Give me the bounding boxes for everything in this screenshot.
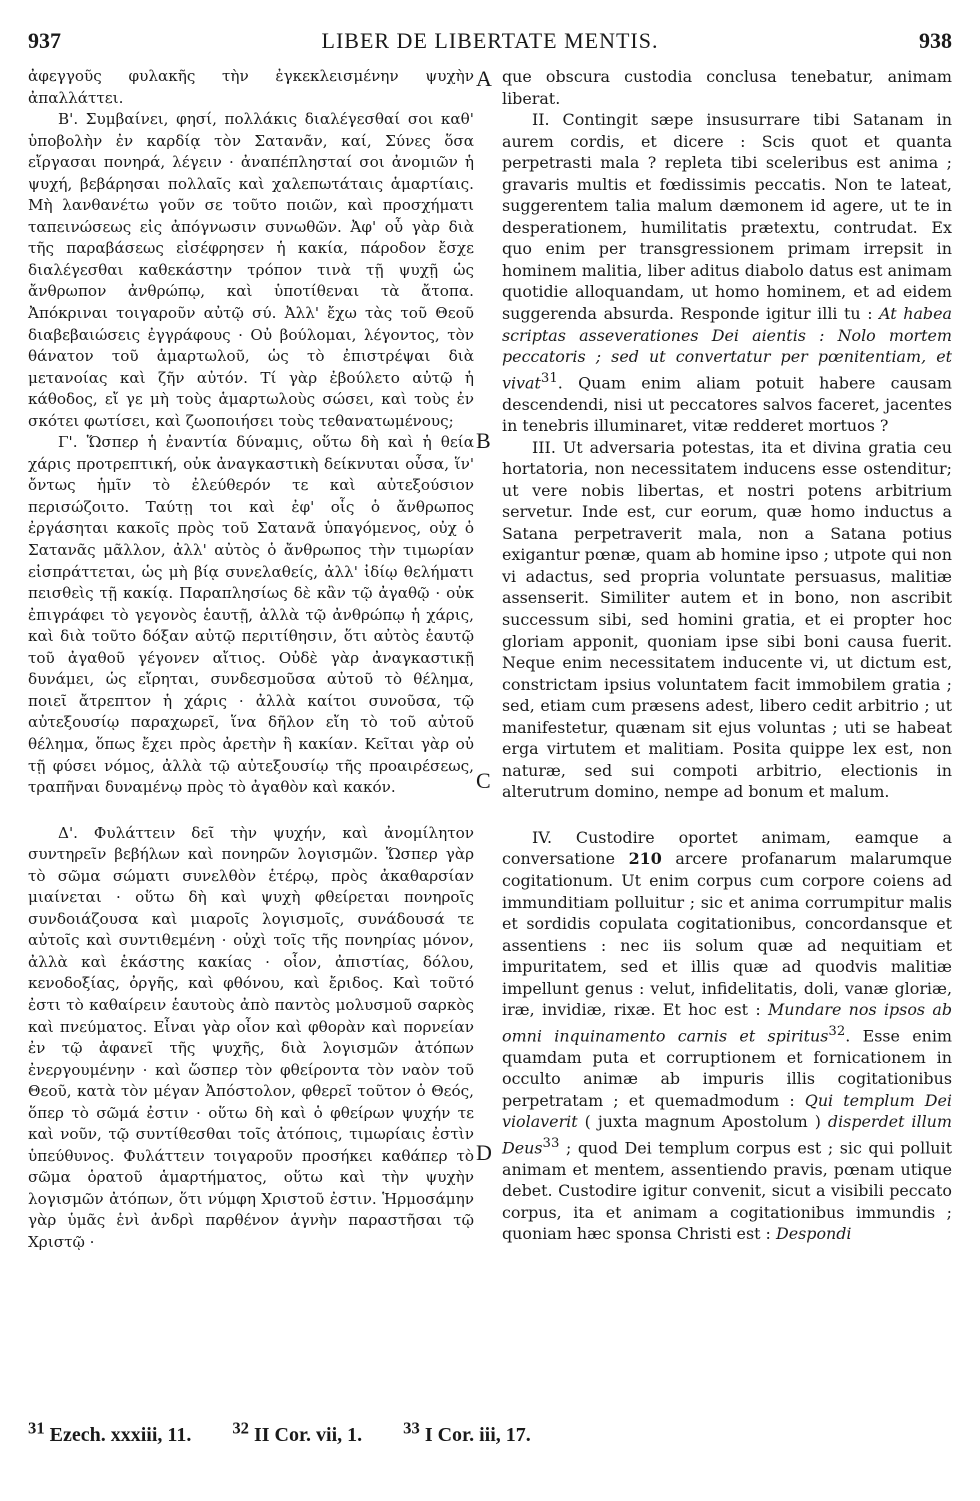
page-title: LIBER DE LIBERTATE MENTIS.: [321, 28, 659, 53]
latin-text: ; quod Dei templum corpus est ; sic qui polluit animam et mentem, assentiendo pravis, pœnam utique debet. Custodire igitur convenit, sicut a visibili peccato corpus, ita et animam a cogitationibus immundis ; quoniam hæc sponsa Christi est :: [502, 1138, 952, 1244]
latin-paragraph: que obscura custodia conclusa tenebatur, animam liberat.: [502, 67, 952, 108]
latin-paragraph: [502, 109, 952, 437]
margin-marker-b: B: [476, 428, 491, 453]
greek-paragraph: Δ'. Φυλάττειν δεῖ τὴν ψυχήν, καὶ ἀνομίλητον συντηρεῖν βεβήλων καὶ πονηρῶν λογισμῶν. Ὥσπερ γὰρ τὸ σῶμα σώματι συνελθὸν ἑτέρῳ, πρὸς ἀκαθαρσίαν μιαίνεται · οὕτω δὴ καὶ ψυχὴ φθείρεται πονηροῖς συνδοιάζουσα καὶ μιαροῖς λογισμοῖς, συνάδουσά τε αὐτοῖς καὶ συντιθεμένη · οὐχὶ τοῖς τῆς πονηρίας μόνον, ἀλλὰ καὶ ἑκάστης κακίας · οἷον, ἀπιστίας, δόλου, κενοδοξίας, ὀργῆς, καὶ φθόνου, καὶ ἔριδος. Καὶ τοῦτό ἐστι τὸ καθαίρειν ἑαυτοὺς ἀπὸ παντὸς μολυσμοῦ σαρκὸς καὶ πνεύματος. Εἶναι γὰρ οἶον καὶ φθορὰν καὶ πορνείαν ἐν τῷ ἀφανεῖ τῆς ψυχῆς, διὰ λογισμῶν ἀτόπων ἐνεργουμένην · καὶ ὥσπερ τὸν φθείροντα τὸν ναὸν τοῦ Θεοῦ, κατὰ τὸν μέγαν Ἀπόστολον, φθερεῖ τοῦτον ὁ Θεός, ὅπερ τὸ σῶμά ἐστιν · οὕτω δὴ καὶ ὁ φθείρων ψυχήν τε καὶ νοῦν, τῷ συντίθεσθαι τοῖς ἀτόποις, τιμωρίαις ἐστὶν ὑπεύθυνος. Φυλάττειν τοιγαροῦν προσήκει καθάπερ τὸ σῶμα ὁρατοῦ ἁμαρτήματος, οὕτω καὶ τὴν ψυχὴν λογισμῶν ἀτόπων, ὅτι νύμφη Χριστοῦ ἐστιν. Ἡρμοσάμην γὰρ ὑμᾶς ἑνὶ ἀνδρὶ παρθένον ἁγνὴν παραστῆσαι τῷ Χριστῷ ·: [28, 823, 474, 1251]
scripture-quote: Mundare nos ipsos ab omni inquinamento carnis et spiritus: [502, 1000, 952, 1046]
footnote: [28, 1418, 209, 1446]
latin-text: IV. Custodire oportet animam, eamque a conversatione: [502, 827, 952, 869]
scripture-quote: At habea scriptas asseverationes Dei aientis : Nolo mortem peccatoris ; sed ut convertatur per pœnitentiam, et vivat: [502, 304, 952, 392]
footnote-text: II Cor. vii, 1.: [248, 1423, 363, 1446]
scripture-quote: Qui templum Dei violaverit: [502, 1090, 952, 1132]
latin-column: [502, 66, 952, 1245]
scripture-quote: Despondi: [775, 1224, 852, 1244]
footnotes: [28, 1418, 948, 1447]
latin-text: . Quam enim aliam potuit habere causam descendendi, nisi ut peccatores salvos faceret, jacentes in tenebris illuminaret, vitæ redderet mortuos ?: [502, 372, 952, 436]
latin-paragraph: [502, 827, 952, 1245]
page-header: [28, 28, 952, 62]
section-gap: [502, 803, 952, 827]
footnote-ref: 32: [828, 1023, 846, 1039]
page-number-right: 938: [919, 28, 952, 53]
footnote-ref: 33: [542, 1135, 560, 1151]
footnote: [403, 1418, 549, 1446]
greek-column: [28, 66, 474, 1254]
footnote-ref: 31: [540, 370, 558, 386]
footnote-number: 32: [232, 1418, 249, 1437]
section-gap: [28, 799, 474, 823]
margin-marker-a: A: [476, 66, 492, 91]
page-ref-number: 210: [628, 849, 662, 869]
footnote-text: Ezech. xxxiii, 11.: [44, 1423, 192, 1446]
latin-text: ( juxta magnum Apostolum ): [577, 1112, 828, 1132]
greek-paragraph: Β'. Συμβαίνει, φησί, πολλάκις διαλέγεσθαί σοι καθ' ὑποβολὴν ἐν καρδίᾳ τὸν Σατανᾶν, καί, Σύνες ὅσα εἴργασαι πονηρά, λέγειν · ἀναπέπλησταί σοι ἀνομιῶν ἡ ψυχή, βεβάρησαι πολλαῖς καὶ χαλεπωτάταις ἁμαρτίαις. Μὴ λανθανέτω γοῦν σε τοῦτο ποιῶν, καὶ προσχήματι ταπεινώσεως εἰς ἀπόγνωσιν συνωθῶν. Ἀφ' οὗ γὰρ διὰ τῆς παραβάσεως εἰσέφρησεν ἡ κακία, πάροδον ἔσχε διαλέγεσθαι καθεκάστην τρόπον τινὰ τῇ ψυχῇ ὡς ἄνθρωπον ἀνθρώπῳ, καὶ ὑποτίθεναι τὰ ἄτοπα. Ἀπόκριναι τοιγαροῦν αὐτῷ σύ. Ἀλλ' ἔχω τὰς τοῦ Θεοῦ διαβεβαιώσεις ἐγγράφους · Οὐ βούλομαι, λέγοντος, τὸν θάνατον τοῦ ἁμαρτωλοῦ, ὡς τὸ ἐπιστρέψαι διὰ μετανοίας καὶ ζῆν αὐτόν. Τί γὰρ ἐβούλετο αὐτῷ ἡ κάθοδος, εἴ γε μὴ τοὺς ἁμαρτωλοὺς σώσει, καὶ τοὺς ἐν σκότει φωτίσει, καὶ ζωοποιήσει τοὺς τεθανατωμένους;: [28, 110, 474, 430]
margin-marker-d: D: [476, 1140, 492, 1165]
latin-text: II. Contingit sæpe insusurrare tibi Satanam in aurem cordis, et dicere : Scis quot et quanta perpetrasti mala ? repleta tibi sceleribus est anima ; gravaris multis et fœdissimis peccatis. Non te lateat, suggerentem talia malum dæmonem id agere, ut te in desperationem, humilitatis prætextu, contrudat. Ex quo enim per transgressionem primam irrepsit in hominem malitia, liber aditus diabolo datus est animam quotidie alloquandam, ut homo hominem, et ad eidem suggerenda absurda. Responde igitur illi tu :: [502, 110, 952, 324]
greek-paragraph: Γ'. Ὥσπερ ἡ ἐναντία δύναμις, οὕτω δὴ καὶ ἡ θεία χάρις προτρεπτική, οὐκ ἀναγκαστικὴ δείκνυται οὖσα, ἵν' ὄντως ἡμῖν τὸ ἐλεύθερόν τε καὶ αὐτεξούσιον περισώζοιτο. Ταύτῃ τοι καὶ ἐφ' οἷς ὁ ἄνθρωπος ἐργάσηται κακοῖς πρὸς τοῦ Σατανᾶ ὑπαγόμενος, οὐχ ὁ Σατανᾶς μᾶλλον, ἀλλ' αὐτὸς ὁ ἄνθρωπος τὴν τιμωρίαν εἰσπράττεται, ὡς μὴ βίᾳ συνελαθείς, ἀλλ' ἰδίῳ θελήματι πεισθεὶς τῇ κακίᾳ. Παραπλησίως δὲ κἂν τῷ ἀγαθῷ · οὐκ ἐπιγράφει τὸ γεγονὸς ἑαυτῇ, ἀλλὰ τῷ ἀνθρώπῳ ἡ χάρις, καὶ διὰ τοῦτο δόξαν αὐτῷ περιτίθησιν, ὅτι αὐτὸς ἑαυτῷ τοῦ ἀγαθοῦ γέγονεν αἴτιος. Οὐδὲ γὰρ ἀναγκαστικῇ δυνάμει, ὡς εἴρηται, συνδεσμοῦσα αὐτοῦ τὸ θέλημα, ποιεῖ ἄτρεπτον ἡ χάρις · ἀλλὰ καίτοι συνοῦσα, τῷ αὐτεξουσίῳ παραχωρεῖ, ἵνα δῆλον εἴη τὸ τοῦ αὐτοῦ θέλημα, ὅπως ἔχει πρὸς ἀρετὴν ἢ κακίαν. Κεῖται γὰρ οὐ τῇ φύσει νόμος, ἀλλὰ τῷ αὐτεξουσίῳ τῆς προαιρέσεως, τραπῆναι δυναμένῳ πρὸς τὸ ἀγαθὸν καὶ κακόν.: [28, 433, 474, 797]
greek-paragraph: ἀφεγγοῦς φυλακῆς τὴν ἐγκεκλεισμένην ψυχὴν ἀπαλλάττει.: [28, 67, 474, 107]
latin-text: arcere profanarum malarumque cogitationum. Ut enim corpus cum corpore coiens ad immunditiam polluitur ; sic et anima corrumpitur malis et sordidis copulata cogitationibus, concordansque et assentiens : nec iis solum quæ ad nequitiam et impuritatem, sed et illis quæ ad quodvis malitiæ impellunt genus : velut, infidelitatis, doli, vanæ gloriæ, iræ, invidiæ, rixæ. Et hoc est :: [502, 849, 952, 1020]
footnote-number: 31: [28, 1418, 45, 1437]
page-number-left: 937: [28, 28, 61, 53]
latin-paragraph: III. Ut adversaria potestas, ita et divina gratia ceu hortatoria, non necessitatem inducens esse ostenditur; ut vere nobis libertas, et nostri potens arbitrium servetur. Inde est, cur eorum, quæ homo inductus a Satana perpetraverit mala, non a Satana potius exigantur pœnæ, quam ab homine ipso ; utpote qui non vi adactus, sed propria voluntate persuasus, malitiæ assenserit. Similiter autem et in bono, non ascribit successum sibi, sed homini gratia, et ei propter hoc gloriam apponit, quoniam ipse sibi boni causa fuerit. Neque enim necessitatem inducente vi, ut dictum est, constrictam ipsius voluntatem facit immobilem gratia ; sed, etiam cum præsens adest, libero cedit arbitrio ; ut manifestetur, quænam sit ejus voluntas ; uti se habeat erga virtutem et malitiam. Posita quippe lex est, non naturæ, sed sui compoti arbitrio, electionis in alterutrum domino, nempe ad bonum et malum.: [502, 437, 952, 802]
footnote: [232, 1418, 380, 1446]
latin-text: . Esse enim quamdam puta et corruptionem et fornicationem in occulto animæ ab impuris illis cogitationibus perpetratam ; et quemadmodum :: [502, 1026, 953, 1110]
footnote-number: 33: [403, 1418, 420, 1437]
footnote-text: I Cor. iii, 17.: [419, 1423, 531, 1446]
margin-marker-c: C: [476, 768, 491, 793]
scripture-quote: disperdet illum Deus: [502, 1112, 952, 1158]
